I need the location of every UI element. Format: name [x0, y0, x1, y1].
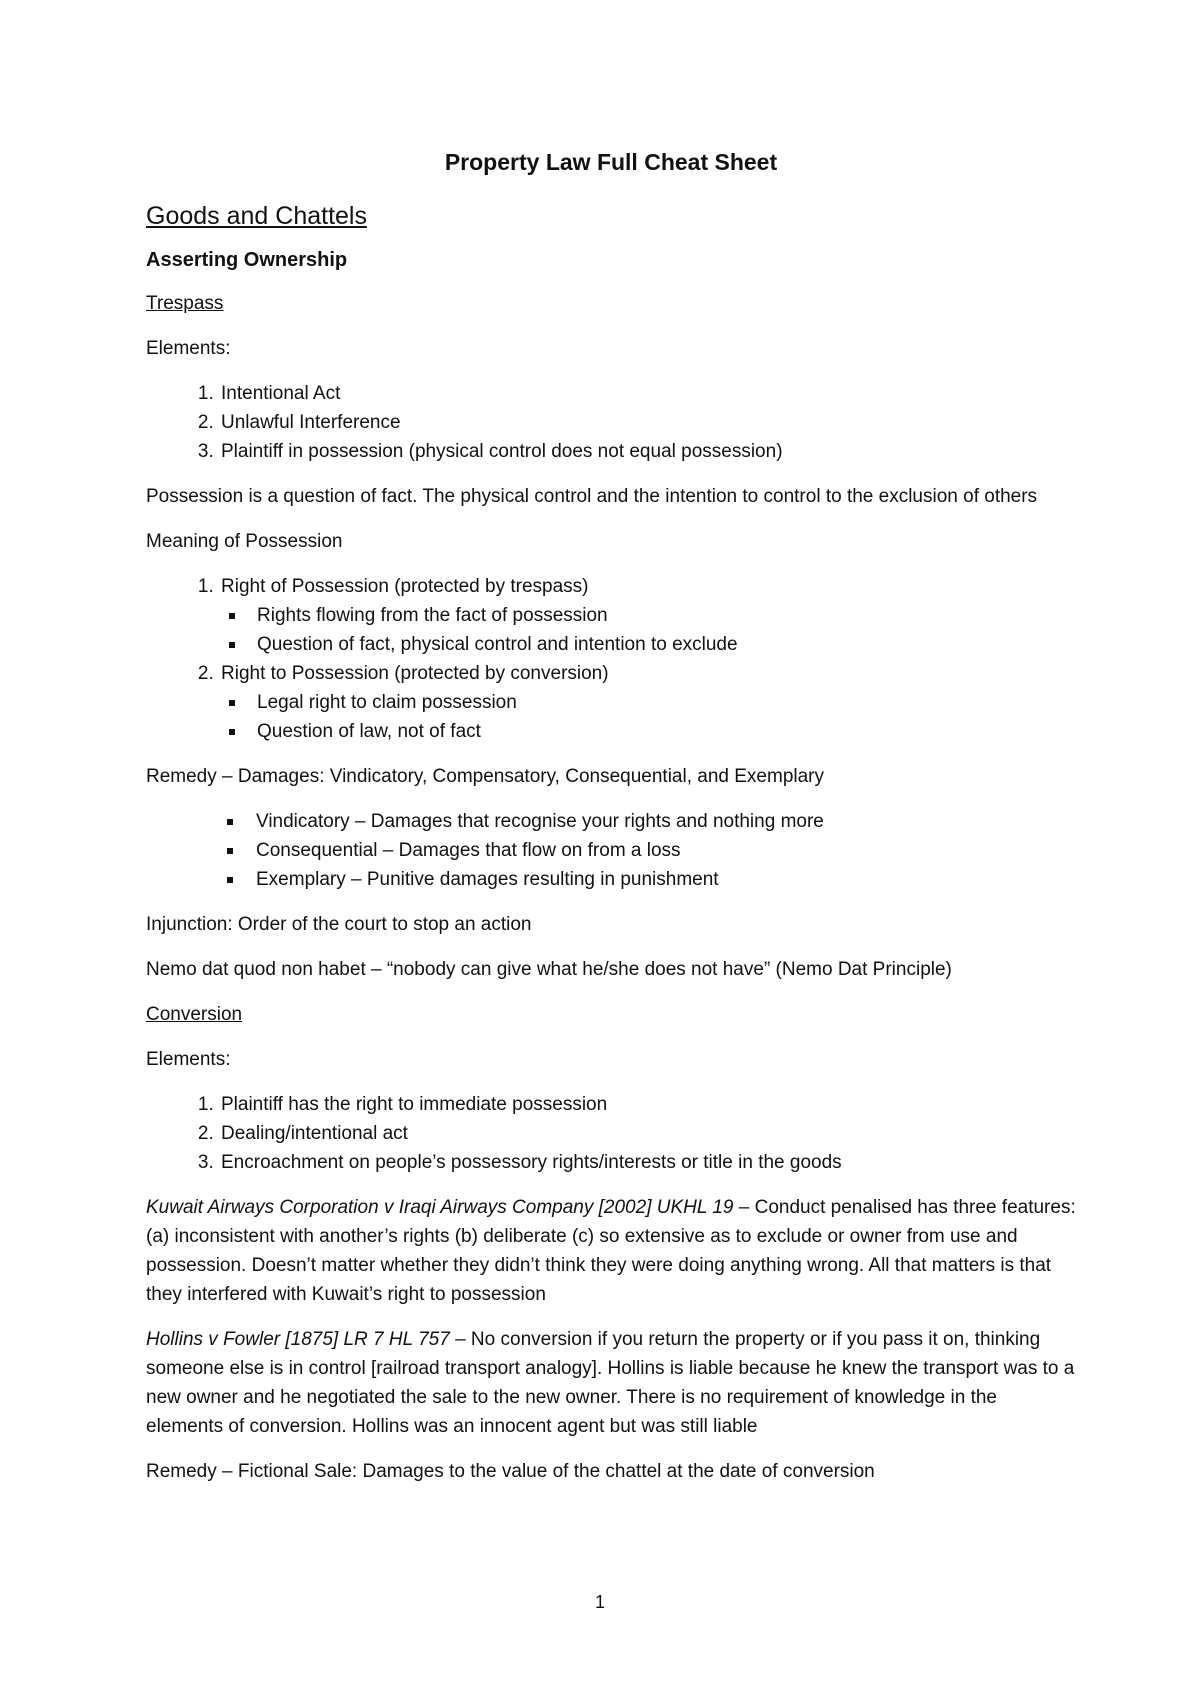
bullet-item: Legal right to claim possession [257, 688, 1076, 717]
meaning-of-possession-label: Meaning of Possession [146, 531, 343, 552]
section-heading: Goods and Chattels [146, 202, 367, 230]
page-content [146, 145, 1076, 1502]
list-item: 3. Plaintiff in possession (physical control does not equal possession) [219, 437, 1076, 466]
case-summary: – No conversion if you return the property or if you pass it on, thinking someone else is in control [railroad transport analogy]. Hollins is liable because he knew the transport was to a new owner and he negotiated the sale to the new owner. There is no requirement of knowledge in the elements of conversion. Hollins was an innocent agent but was still liable [146, 1329, 1075, 1437]
bullet-item: Question of law, not of fact [257, 717, 1076, 746]
kuwait-case-paragraph [146, 1193, 1076, 1309]
injunction-paragraph: Injunction: Order of the court to stop an action [146, 914, 532, 935]
remedy-damages-paragraph: Remedy – Damages: Vindicatory, Compensatory, Consequential, and Exemplary [146, 766, 825, 787]
list-item [219, 572, 1076, 659]
conversion-elements-list [146, 1090, 1076, 1177]
fictional-sale-paragraph: Remedy – Fictional Sale: Damages to the value of the chattel at the date of conversion [146, 1461, 875, 1482]
list-item: 1. Intentional Act [219, 379, 1076, 408]
meaning-of-possession-list [146, 572, 1076, 746]
trespass-elements-label: Elements: [146, 338, 231, 359]
bullet-item: Consequential – Damages that flow on from a loss [256, 836, 1076, 865]
trespass-heading: Trespass [146, 293, 224, 314]
list-item: 2. Unlawful Interference [219, 408, 1076, 437]
case-summary: – Conduct penalised has three features: (a) inconsistent with another’s rights (b) deliberate (c) so extensive as to exclude or owner from use and possession. Doesn’t matter whether they didn’t think they were doing anything wrong. All that matters is that they interfered with Kuwait’s right to possession [146, 1197, 1076, 1305]
bullet-item: Vindicatory – Damages that recognise your rights and nothing more [256, 807, 1076, 836]
subsection-heading: Asserting Ownership [146, 249, 348, 271]
list-item: 2. Dealing/intentional act [219, 1119, 1076, 1148]
list-item [219, 659, 1076, 746]
list-item: 3. Encroachment on people’s possessory rights/interests or title in the goods [219, 1148, 1076, 1177]
possession-paragraph: Possession is a question of fact. The physical control and the intention to control to the exclusion of others [146, 486, 1038, 507]
trespass-elements-list [146, 379, 1076, 466]
document-title: Property Law Full Cheat Sheet [444, 149, 778, 175]
conversion-elements-label: Elements: [146, 1049, 231, 1070]
sub-bullet-list [221, 601, 1076, 659]
bullet-item: Exemplary – Punitive damages resulting in punishment [256, 865, 1076, 894]
case-citation: Kuwait Airways Corporation v Iraqi Airways Company [2002] UKHL 19 [146, 1197, 734, 1218]
hollins-case-paragraph [146, 1325, 1076, 1441]
damages-bullet-list [146, 807, 1076, 894]
list-item-label: Right to Possession (protected by conversion) [221, 663, 609, 684]
page-number: 1 [594, 1592, 605, 1612]
conversion-heading: Conversion [146, 1004, 243, 1025]
bullet-item: Rights flowing from the fact of possession [257, 601, 1076, 630]
nemo-dat-paragraph: Nemo dat quod non habet – “nobody can give what he/she does not have” (Nemo Dat Principle) [146, 959, 952, 980]
list-item-label: Right of Possession (protected by trespass) [221, 576, 589, 597]
list-item: 1. Plaintiff has the right to immediate possession [219, 1090, 1076, 1119]
case-citation: Hollins v Fowler [1875] LR 7 HL 757 [146, 1329, 450, 1350]
sub-bullet-list [221, 688, 1076, 746]
bullet-item: Question of fact, physical control and intention to exclude [257, 630, 1076, 659]
